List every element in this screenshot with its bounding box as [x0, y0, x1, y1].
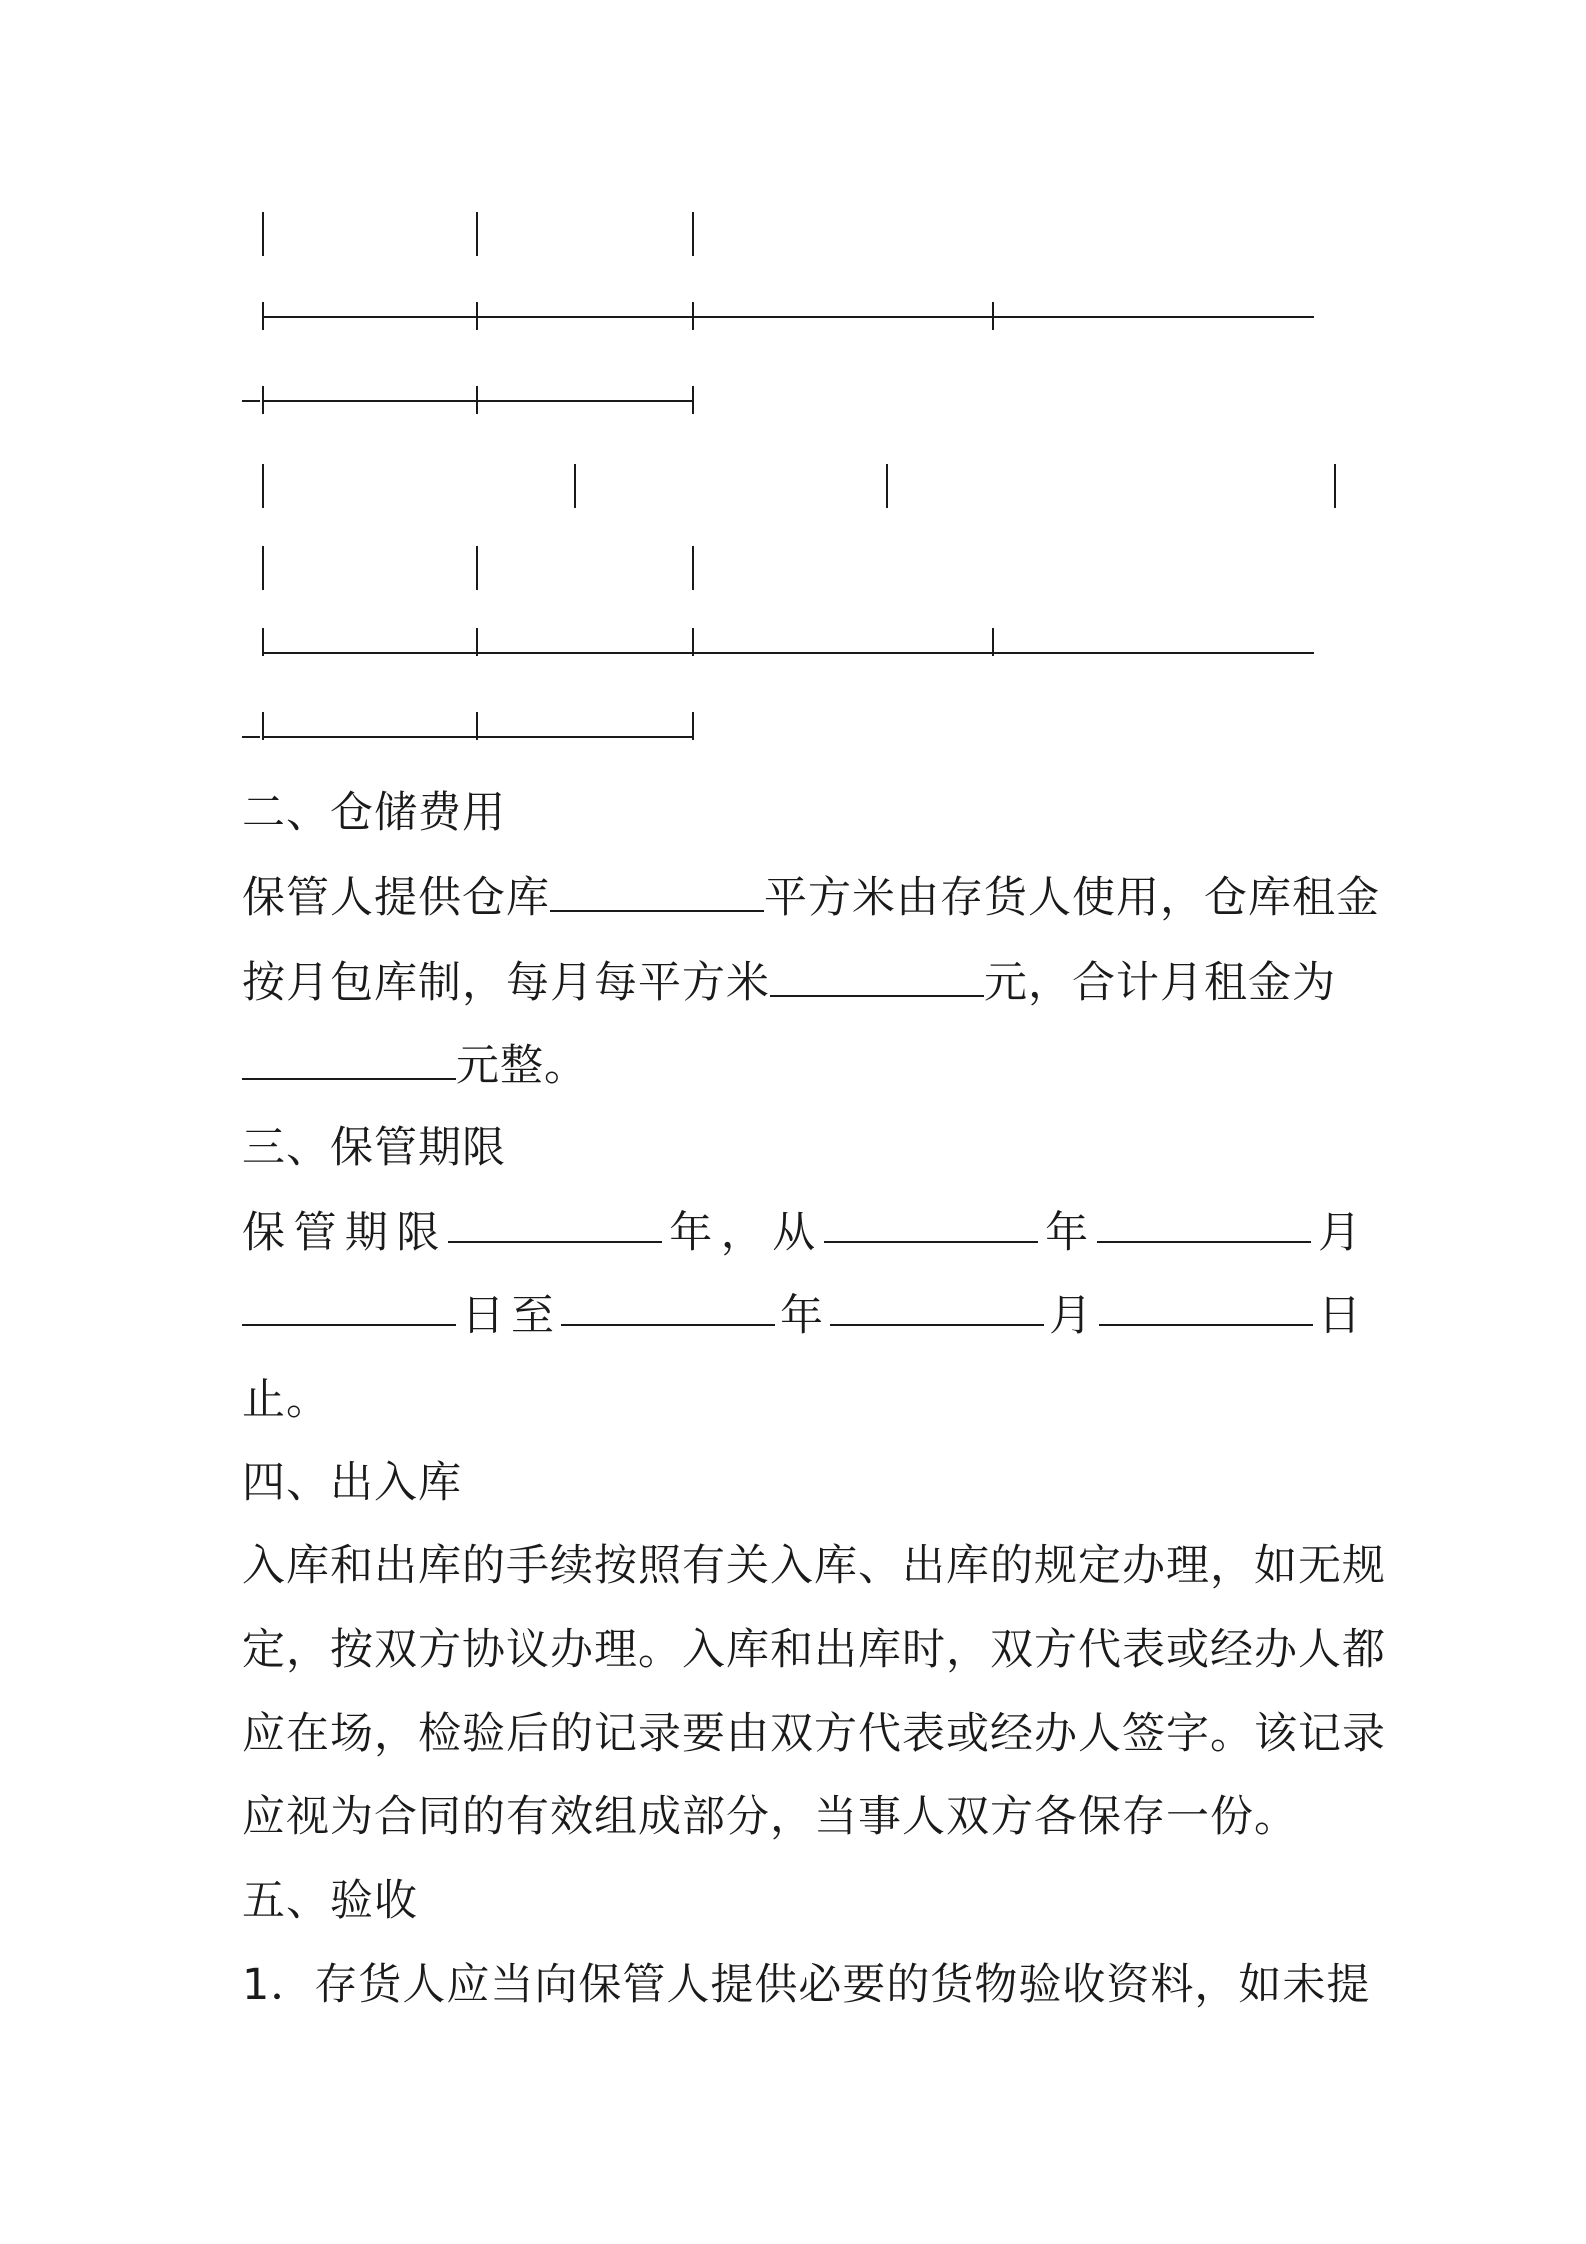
text: ，: [720, 1208, 765, 1258]
text: 按月包库制，每月每平方米: [242, 958, 770, 1008]
section-heading: 三、保管期限: [242, 1123, 506, 1173]
table-rule: [262, 316, 1314, 318]
table-rule: [262, 736, 694, 738]
table-border: [692, 628, 694, 656]
text: 月: [1049, 1291, 1093, 1341]
paragraph-line: 1．存货人应当向保管人提供必要的货物验收资料，如未提: [242, 1960, 1371, 2010]
fill-in-blank: [561, 1288, 775, 1326]
table-border: [476, 546, 478, 590]
text: 保: [242, 1208, 286, 1258]
text: 年: [1045, 1208, 1090, 1258]
table-rule: [262, 400, 694, 402]
table-border: [692, 386, 694, 414]
table-border: [262, 302, 264, 330]
text: 限: [396, 1208, 441, 1258]
text: 保管人提供仓库: [242, 873, 550, 923]
paragraph-line: [242, 955, 1362, 1011]
text: 期: [344, 1208, 389, 1258]
text: 管: [293, 1208, 338, 1258]
table-border: [476, 212, 478, 256]
text: 元整。: [456, 1041, 588, 1091]
paragraph-line: [242, 870, 1380, 926]
table-border: [692, 212, 694, 256]
section-heading: 二、仓储费用: [242, 788, 506, 838]
table-border: [262, 386, 264, 414]
paragraph-line: 入库和出库的手续按照有关入库、出库的规定办理，如无规: [242, 1541, 1386, 1591]
table-border: [476, 712, 478, 740]
section-heading: 五、验收: [242, 1876, 418, 1926]
paragraph-line: [242, 1205, 1362, 1261]
table-border: [476, 628, 478, 656]
paragraph-line: [242, 1038, 1362, 1094]
table-border: [692, 302, 694, 330]
fill-in-blank: [448, 1205, 662, 1243]
text: 平方米由存货人使用，仓库租金: [764, 873, 1380, 923]
fill-in-blank: [550, 874, 764, 912]
text: 元，合计月租金为: [984, 958, 1336, 1008]
fill-in-blank: [1099, 1288, 1313, 1326]
paragraph-line: 应在场，检验后的记录要由双方代表或经办人签字。该记录: [242, 1709, 1386, 1759]
text: 月: [1317, 1208, 1362, 1258]
paragraph-line: 定，按双方协议办理。入库和出库时，双方代表或经办人都: [242, 1625, 1386, 1675]
table-border: [262, 628, 264, 656]
text: 至: [511, 1291, 555, 1341]
fill-in-blank: [830, 1288, 1044, 1326]
table-border: [476, 386, 478, 414]
fill-in-blank: [770, 959, 984, 997]
fill-in-blank: [1097, 1205, 1311, 1243]
text: 从: [772, 1208, 817, 1258]
table-border: [692, 546, 694, 590]
table-border: [262, 464, 264, 508]
fill-in-blank: [824, 1205, 1038, 1243]
paragraph-line: 止。: [242, 1375, 330, 1425]
table-border: [476, 302, 478, 330]
table-rule: [242, 400, 260, 402]
text: 年: [669, 1208, 714, 1258]
section-heading: 四、出入库: [242, 1458, 462, 1508]
table-border: [992, 302, 994, 330]
text: 年: [780, 1291, 824, 1341]
fill-in-blank: [242, 1288, 456, 1326]
table-border: [886, 464, 888, 508]
table-rule: [262, 652, 1314, 654]
table-border: [262, 546, 264, 590]
paragraph-line: 应视为合同的有效组成部分，当事人双方各保存一份。: [242, 1792, 1298, 1842]
text: 日: [461, 1291, 506, 1341]
table-border: [262, 712, 264, 740]
table-border: [992, 628, 994, 656]
table-rule: [242, 736, 260, 738]
text: 日: [1318, 1291, 1362, 1341]
table-border: [1334, 464, 1336, 508]
table-border: [574, 464, 576, 508]
paragraph-line: [242, 1288, 1362, 1344]
table-border: [692, 712, 694, 740]
fill-in-blank: [242, 1042, 456, 1080]
table-border: [262, 212, 264, 256]
